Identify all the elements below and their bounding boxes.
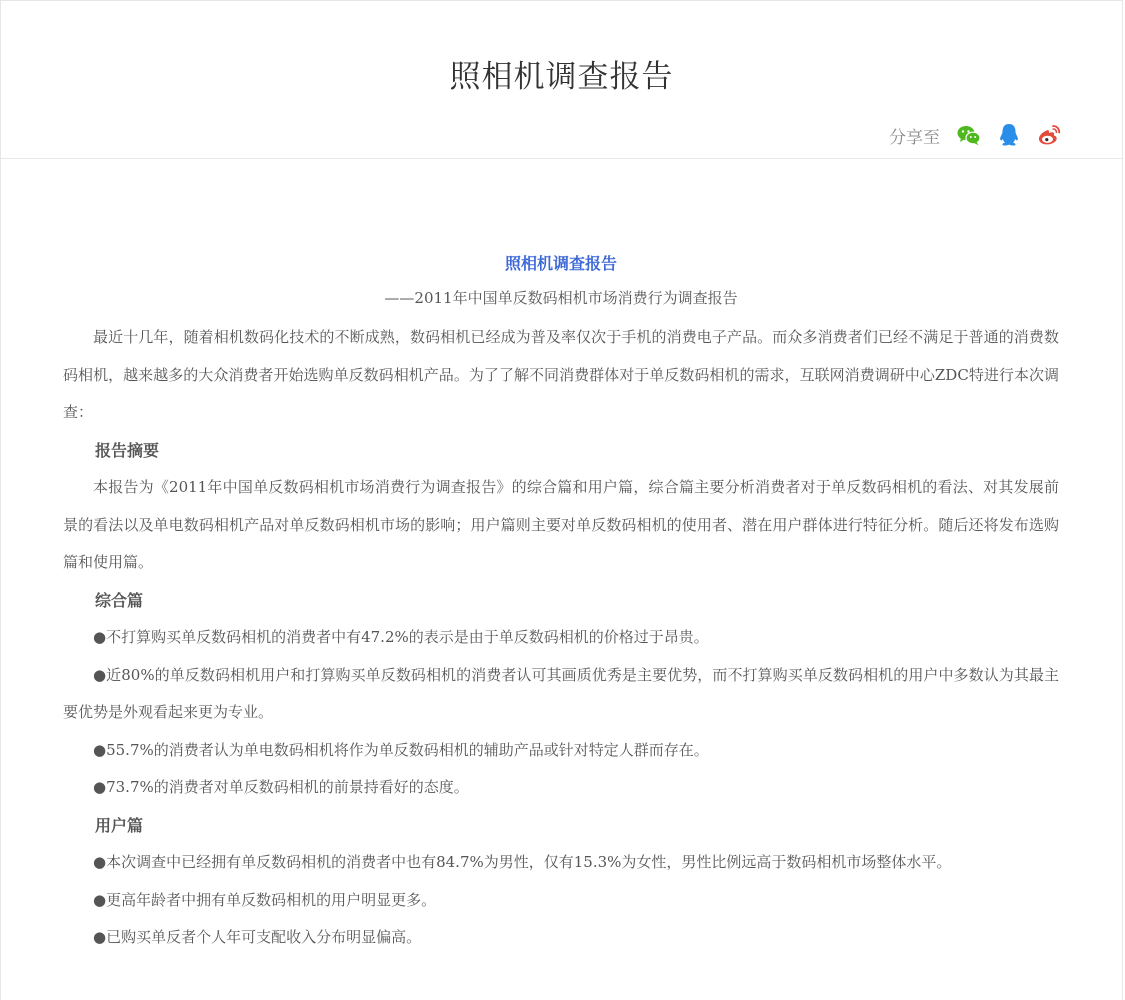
page-header: [1, 1, 1122, 159]
user-point: ●本次调查中已经拥有单反数码相机的消费者中也有84.7%为男性，仅有15.3%为女性，男性比例远高于数码相机市场整体水平。: [93, 853, 952, 871]
article-body: [63, 248, 1059, 957]
intro-paragraph: 最近十几年，随着相机数码化技术的不断成熟，数码相机已经成为普及率仅次于手机的消费电子产品。而众多消费者们已经不满足于普通的消费数码相机，越来越多的大众消费者开始选购单反数码相机产品。为了了解不同消费群体对于单反数码相机的需求，互联网消费调研中心ZDC特进行本次调查：: [63, 328, 1059, 421]
user-point: ●更高年龄者中拥有单反数码相机的用户明显更多。: [93, 890, 437, 909]
page-title: 照相机调查报告: [449, 59, 674, 95]
general-point: ●73.7%的消费者对单反数码相机的前景持看好的态度。: [93, 778, 469, 796]
user-point: ●已购买单反者个人年可支配收入分布明显偏高。: [93, 928, 422, 946]
wechat-icon[interactable]: [956, 122, 982, 148]
general-heading: 综合篇: [95, 590, 144, 610]
summary-paragraph: 本报告为《2011年中国单反数码相机市场消费行为调查报告》的综合篇和用户篇，综合篇主要分析消费者对于单反数码相机的看法、对其发展前景的看法以及单电数码相机产品对单反数码相机市场的影响；用户篇则主要对单反数码相机的使用者、潜在用户群体进行特征分析。随后还将发布选购篇和使用篇。: [63, 478, 1059, 571]
user-heading: 用户篇: [95, 815, 144, 835]
article-subtitle: ——2011年中国单反数码相机市场消费行为调查报告: [384, 289, 738, 307]
general-point: ●55.7%的消费者认为单电数码相机将作为单反数码相机的辅助产品或针对特定人群而存在。: [93, 740, 709, 759]
qq-icon[interactable]: [996, 122, 1022, 148]
general-point: ●不打算购买单反数码相机的消费者中有47.2%的表示是由于单反数码相机的价格过于昂贵。: [93, 628, 709, 646]
general-point: ●近80%的单反数码相机用户和打算购买单反数码相机的消费者认可其画质优秀是主要优势，而不打算购买单反数码相机的用户中多数认为其最主要优势是外观看起来更为专业。: [63, 665, 1059, 721]
weibo-icon[interactable]: [1036, 122, 1062, 148]
share-bar: [889, 122, 1062, 148]
share-label: 分享至: [889, 127, 940, 148]
article-title: 照相机调查报告: [504, 254, 617, 273]
summary-heading: 报告摘要: [95, 440, 160, 460]
